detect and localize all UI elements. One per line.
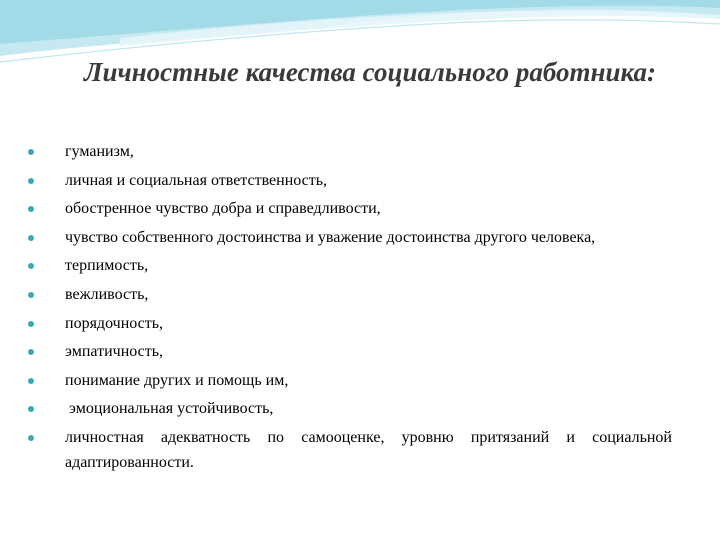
list-item-text: эмоциональная устойчивость,	[65, 400, 274, 418]
list-item	[24, 339, 672, 364]
list-item-text: чувство собственного достоинства и уважение достоинства другого человека,	[65, 228, 596, 246]
list-item-text: личная и социальная ответственность,	[65, 171, 328, 189]
list-item	[24, 253, 672, 278]
bullet-icon	[28, 406, 34, 412]
list-item	[24, 282, 672, 307]
list-item-text: личностная адекватность по самооценке, уровню притязаний и социальной адаптированности.	[65, 428, 672, 471]
list-item-text: вежливость,	[65, 285, 149, 303]
list-item	[24, 311, 672, 336]
list-item-text: гуманизм,	[65, 143, 134, 160]
list-item-text: эмпатичность,	[65, 343, 164, 361]
list-item	[24, 196, 672, 221]
list-item-text: терпимость,	[65, 257, 149, 275]
bullet-icon	[28, 149, 34, 155]
list-item	[24, 396, 672, 421]
list-item-text: понимание других и помощь им,	[65, 371, 289, 389]
list-item	[24, 139, 672, 164]
bullet-icon	[28, 263, 34, 269]
bullet-icon	[28, 349, 34, 355]
bullet-icon	[28, 435, 34, 441]
qualities-list	[24, 139, 672, 479]
list-item	[24, 168, 672, 193]
slide-title: Личностные качества социального работника:	[83, 57, 657, 87]
list-item-text: порядочность,	[65, 314, 164, 332]
list-item	[24, 225, 672, 250]
list-item-text: обостренное чувство добра и справедливости,	[65, 200, 381, 218]
bullet-icon	[28, 206, 34, 212]
bullet-icon	[28, 235, 34, 241]
bullet-icon	[28, 321, 34, 327]
bullet-icon	[28, 292, 34, 298]
list-item	[24, 368, 672, 393]
bullet-icon	[28, 378, 34, 384]
list-item	[24, 425, 672, 475]
bullet-icon	[28, 178, 34, 184]
